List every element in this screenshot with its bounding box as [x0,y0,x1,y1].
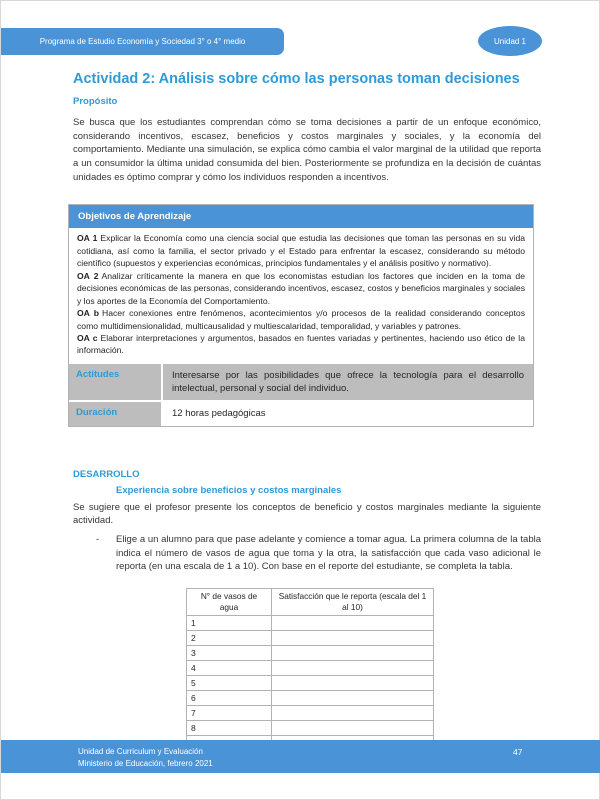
objective-oac [77,332,525,357]
satisfaccion-cell [272,690,434,705]
objetivos-table-header: Objetivos de Aprendizaje [69,205,533,228]
actitudes-row [69,362,533,401]
duracion-row [69,400,533,425]
page-content [73,71,541,751]
table-row [187,720,434,735]
objective-oa1 [77,232,525,269]
objective-oab-text: Hacer conexiones entre fenómenos, acontecimientos y/o procesos de la realidad considerando conceptos como multidimensionalidad, multicausalidad y multiescalaridad, temporalidad, y variables y patrones. [77,308,525,331]
proposito-heading: Propósito [73,96,118,107]
vasos-cell: 8 [187,720,272,735]
objective-oa1-label: OA 1 [77,233,98,244]
footer-line2: Ministerio de Educación, febrero 2021 [78,758,213,768]
desarrollo-subheading: Experiencia sobre beneficios y costos marginales [116,484,342,496]
objetivos-table [68,204,534,426]
duracion-value: 12 horas pedagógicas [163,402,533,425]
objective-oa2-label: OA 2 [77,270,99,281]
vasos-cell: 5 [187,675,272,690]
satisfaccion-cell [272,615,434,630]
bullet-dash: - [96,534,100,546]
proposito-paragraph: Se busca que los estudiantes comprendan cómo se toma decisiones a partir de un enfoque económico, considerando incentivos, escasez, beneficios y costos marginales y sociales, y la economía del comportamiento. Mediante una simulación, se explica cómo cambia el valor marginal de la utilidad que reporta a un consumidor la última unidad consumida del bien. Posteriormente se profundiza en la decisión de cuántas unidades es óptimo comprar y cómo los individuos responden a incentivos. [73,117,541,183]
objective-oa2-text: Analizar críticamente la manera en que los economistas estudian los factores que inciden en la toma de decisiones económicas de las personas, considerando incentivos, escasez, costos y beneficios marginales y sociales y los aportes de la Economía del Comportamiento. [77,270,525,306]
desarrollo-heading: DESARROLLO [73,468,140,480]
program-header-bar [1,28,284,55]
satisfaccion-cell [272,630,434,645]
unit-badge-label: Unidad 1 [493,36,527,46]
vasos-column-header: N° de vasos de agua [187,589,272,616]
activity-title: Actividad 2: Análisis sobre cómo las personas toman decisiones [73,71,520,87]
objective-oa1-text: Explicar la Economía como una ciencia social que estudia las decisiones que toman las personas en su vida cotidiana, así como la familia, el sector privado y el Estado para enfrentar la escasez, considerando su método científico (supuestos y experiencias económicas, principios fundamentales y el análisis positivo y normativo). [77,233,525,269]
table-row [187,660,434,675]
objective-oac-text: Elaborar interpretaciones y argumentos, basados en fuentes variadas y pertinentes, haciendo uso ético de la información. [77,332,525,356]
unit-badge [478,26,542,56]
duracion-label: Duración [69,402,161,425]
vasos-cell: 4 [187,660,272,675]
footer-text [78,746,213,769]
objective-oa2 [77,270,525,307]
vasos-table-header-row [187,589,434,616]
objective-oab [77,307,525,332]
satisfaccion-column-header: Satisfacción que le reporta (escala del 1 al 10) [272,589,434,616]
vasos-cell: 2 [187,630,272,645]
vasos-cell: 6 [187,690,272,705]
table-row [187,615,434,630]
satisfaccion-cell [272,675,434,690]
satisfaccion-cell [272,720,434,735]
table-row [187,645,434,660]
actitudes-value: Interesarse por las posibilidades que ofrece la tecnología para el desarrollo intelectual, personal y social del individuo. [163,364,533,401]
objective-oab-label: OA b [77,308,100,319]
footer-bar [1,740,600,773]
satisfaccion-cell [272,645,434,660]
table-row [187,690,434,705]
vasos-table [186,588,434,751]
vasos-cell: 1 [187,615,272,630]
bullet-text: Elige a un alumno para que pase adelante y comience a tomar agua. La primera columna de la tabla indica el número de vasos de agua que toma y la otra, la satisfacción que cada vaso adicional le reporta (en una escala de 1 a 10). Con base en el reporte del estudiante, se completa la tabla. [116,534,541,573]
vasos-cell: 3 [187,645,272,660]
footer-line1: Unidad de Curriculum y Evaluación [78,747,203,756]
objective-oac-label: OA c [77,332,98,343]
actitudes-label: Actitudes [69,364,161,401]
satisfaccion-cell [272,660,434,675]
program-header-label: Programa de Estudio Economía y Sociedad 3° o 4° medio [39,37,246,46]
table-row [187,705,434,720]
table-row [187,675,434,690]
page-number: 47 [513,747,523,757]
objetivos-list [69,228,533,362]
satisfaccion-cell [272,705,434,720]
desarrollo-intro: Se sugiere que el profesor presente los conceptos de beneficio y costos marginales mediante la siguiente actividad. [73,501,541,527]
vasos-cell: 7 [187,705,272,720]
bullet-item [96,533,541,574]
table-row [187,630,434,645]
